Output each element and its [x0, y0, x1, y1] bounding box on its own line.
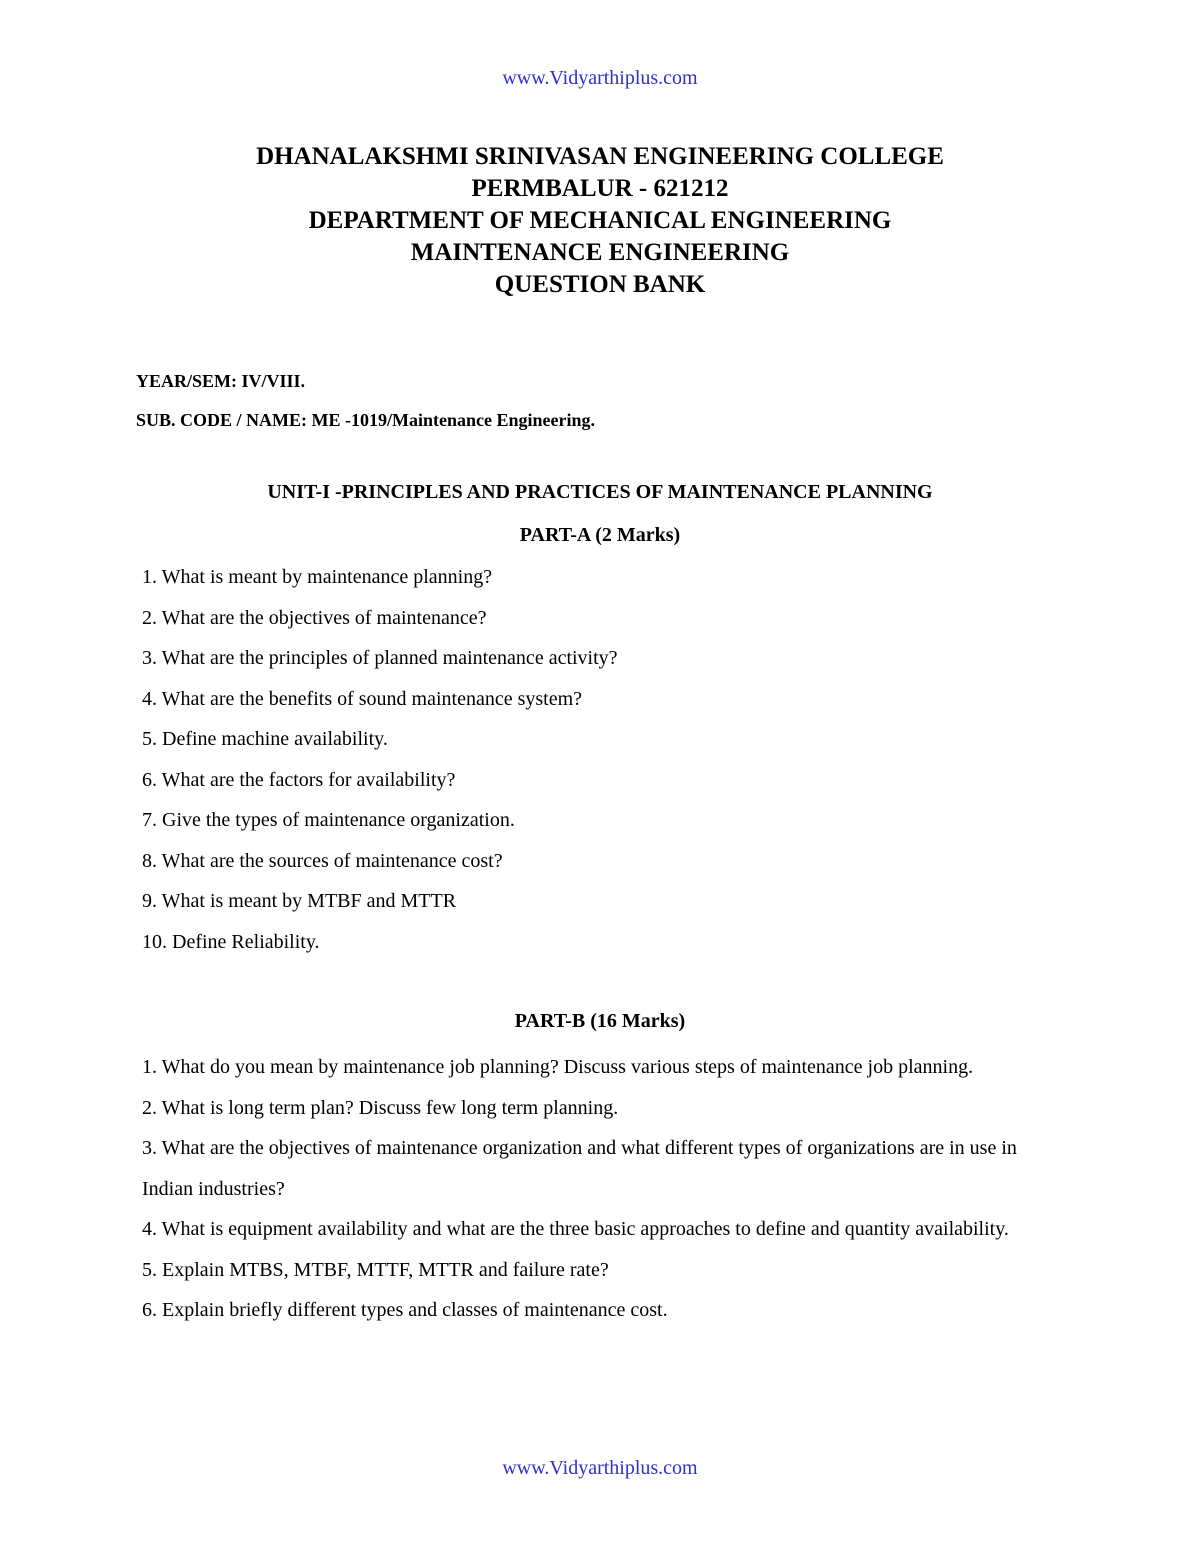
- question-item: 2. What are the objectives of maintenance?: [142, 606, 487, 629]
- department-name: DEPARTMENT OF MECHANICAL ENGINEERING: [308, 207, 892, 234]
- site-link-bottom[interactable]: www.Vidyarthiplus.com: [502, 1457, 698, 1479]
- site-link-top[interactable]: www.Vidyarthiplus.com: [502, 67, 698, 89]
- question-item: 8. What are the sources of maintenance cost?: [142, 849, 503, 872]
- part-a-title: PART-A (2 Marks): [519, 524, 681, 546]
- part-a-question-list: [142, 563, 1022, 968]
- part-b-question-list: [142, 1047, 1022, 1331]
- document-type: QUESTION BANK: [494, 271, 706, 298]
- question-item: 6. What are the factors for availability?: [142, 768, 456, 791]
- question-item: 1. What is meant by maintenance planning?: [142, 566, 493, 588]
- question-item: 10. Define Reliability.: [142, 930, 320, 953]
- question-item: 7. Give the types of maintenance organization.: [142, 809, 515, 831]
- subject-name: MAINTENANCE ENGINEERING: [410, 239, 790, 266]
- question-item: 5. Explain MTBS, MTBF, MTTF, MTTR and failure rate?: [142, 1258, 609, 1281]
- document-header: [0, 141, 1200, 301]
- question-item: 4. What is equipment availability and what are the three basic approaches to define and quantity availability.: [142, 1218, 1009, 1240]
- question-item: 3. What are the objectives of maintenance organization and what different types of organizations are in use in Indian industries?: [142, 1137, 1017, 1200]
- part-b-title: PART-B (16 Marks): [514, 1010, 686, 1032]
- subject-code: SUB. CODE / NAME: ME -1019/Maintenance Engineering.: [136, 410, 595, 430]
- question-item: 5. Define machine availability.: [142, 728, 388, 750]
- year-sem: YEAR/SEM: IV/VIII.: [136, 371, 306, 391]
- question-item: 4. What are the benefits of sound maintenance system?: [142, 687, 583, 710]
- question-item: 3. What are the principles of planned maintenance activity?: [142, 647, 618, 669]
- college-name: DHANALAKSHMI SRINIVASAN ENGINEERING COLLEGE: [256, 143, 944, 170]
- college-location: PERMBALUR - 621212: [471, 175, 729, 202]
- question-item: 6. Explain briefly different types and classes of maintenance cost.: [142, 1299, 668, 1321]
- question-item: 1. What do you mean by maintenance job planning? Discuss various steps of maintenance job planning.: [142, 1056, 974, 1078]
- question-item: 2. What is long term plan? Discuss few long term planning.: [142, 1096, 619, 1119]
- question-item: 9. What is meant by MTBF and MTTR: [142, 890, 457, 912]
- unit-title: UNIT-I -PRINCIPLES AND PRACTICES OF MAINTENANCE PLANNING: [267, 481, 933, 503]
